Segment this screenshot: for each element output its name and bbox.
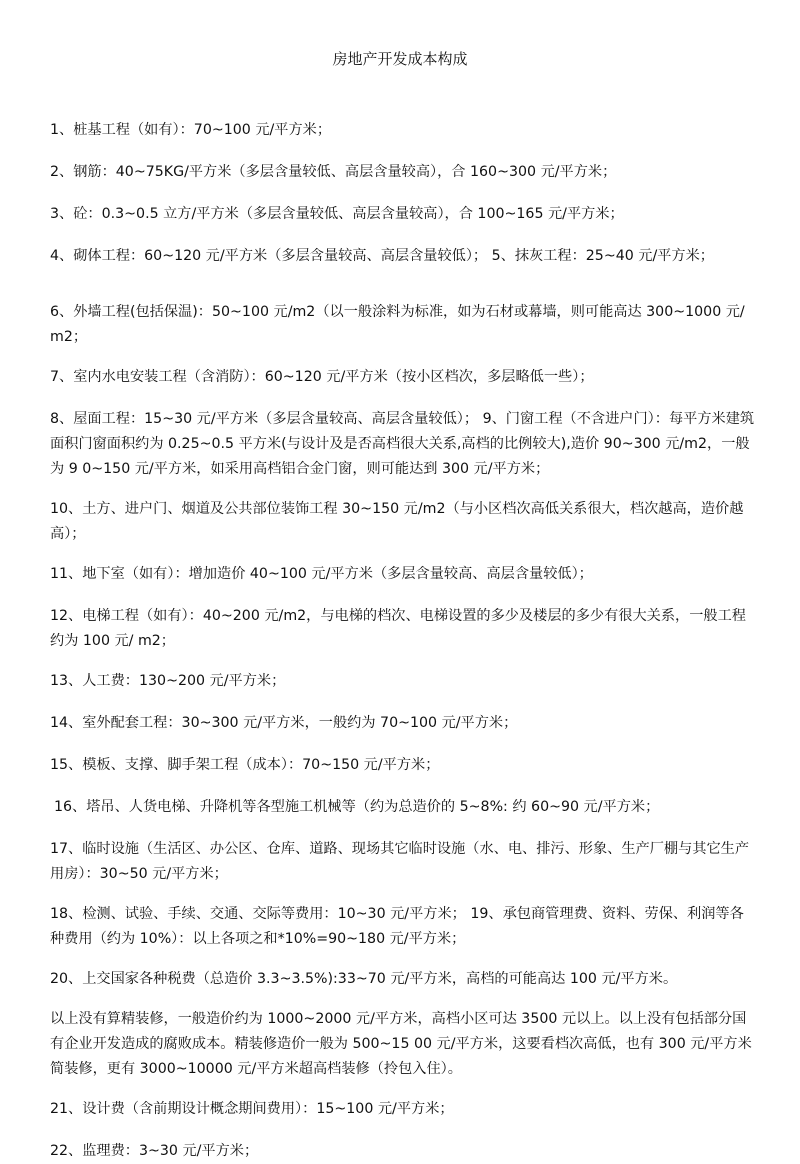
cost-item-11: 11、地下室（如有）：增加造价 40~100 元/平方米（多层含量较高、高层含量较低）； xyxy=(50,566,593,582)
cost-item-8-9: 8、屋面工程：15~30 元/平方米（多层含量较高、高层含量较低）； 9、门窗工程（不含进户门）：每平方米建筑面积门窗面积约为 0.25~0.5 平方米(与设计及是否高档很大关系,高档的比例较大),造价 90~300 元/m2，一般为 9 0~150 元/平方米，如采用高档铝合金门窗，则可能达到 300 元/平方米； xyxy=(50,411,755,477)
cost-summary-note: 以上没有算精装修，一般造价约为 1000~2000 元/平方米，高档小区可达 3500 元以上。以上没有包括部分国有企业开发造成的腐败成本。精装修造价一般为 500~15 00 元/平方米，这要看档次高低，也有 300 元/平方米简装修，更有 3000~10000 元/平方米超高档装修（拎包入住）。 xyxy=(50,1011,752,1077)
cost-item-10: 10、土方、进户门、烟道及公共部位装饰工程 30~150 元/m2（与小区档次高低关系很大，档次越高，造价越高）； xyxy=(50,501,744,542)
cost-item-list xyxy=(50,118,756,1164)
cost-item-14: 14、室外配套工程：30~300 元/平方米，一般约为 70~100 元/平方米； xyxy=(50,715,518,731)
cost-item-2: 2、钢筋：40~75KG/平方米（多层含量较低、高层含量较高），合 160~300 元/平方米； xyxy=(50,164,617,180)
cost-item-3: 3、砼：0.3~0.5 立方/平方米（多层含量较低、高层含量较高），合 100~165 元/平方米； xyxy=(50,206,624,222)
cost-item-13: 13、人工费：130~200 元/平方米； xyxy=(50,673,286,689)
cost-item-4-5: 4、砌体工程：60~120 元/平方米（多层含量较高、高层含量较低）； 5、抹灰工程：25~40 元/平方米； xyxy=(50,248,714,264)
cost-item-21: 21、设计费（含前期设计概念期间费用）：15~100 元/平方米； xyxy=(50,1101,454,1117)
document-title: 房地产开发成本构成 xyxy=(332,50,468,68)
cost-item-6: 6、外墙工程(包括保温)：50~100 元/m2（以一般涂料为标准，如为石材或幕墙，则可能高达 300~1000 元/m2； xyxy=(50,304,745,345)
cost-item-12: 12、电梯工程（如有）：40~200 元/m2，与电梯的档次、电梯设置的多少及楼层的多少有很大关系，一般工程约为 100 元/ m2； xyxy=(50,608,746,649)
cost-item-18-19: 18、检测、试验、手续、交通、交际等费用：10~30 元/平方米； 19、承包商管理费、资料、劳保、利润等各种费用（约为 10%）：以上各项之和*10%=90~180 元/平方米； xyxy=(50,906,744,947)
cost-item-20: 20、上交国家各种税费（总造价 3.3~3.5%):33~70 元/平方米，高档的可能高达 100 元/平方米。 xyxy=(50,971,678,987)
cost-item-1: 1、桩基工程（如有）：70~100 元/平方米； xyxy=(50,122,332,138)
cost-item-22: 22、监理费：3~30 元/平方米； xyxy=(50,1143,259,1159)
cost-item-15: 15、模板、支撑、脚手架工程（成本）：70~150 元/平方米； xyxy=(50,757,440,773)
cost-item-16: 16、塔吊、人货电梯、升降机等各型施工机械等（约为总造价的 5~8%: 约 60~90 元/平方米； xyxy=(54,799,660,815)
cost-item-7: 7、室内水电安装工程（含消防）：60~120 元/平方米（按小区档次，多层略低一些）； xyxy=(50,369,594,385)
cost-item-17: 17、临时设施（生活区、办公区、仓库、道路、现场其它临时设施（水、电、排污、形象、生产厂棚与其它生产用房）：30~50 元/平方米； xyxy=(50,841,750,882)
